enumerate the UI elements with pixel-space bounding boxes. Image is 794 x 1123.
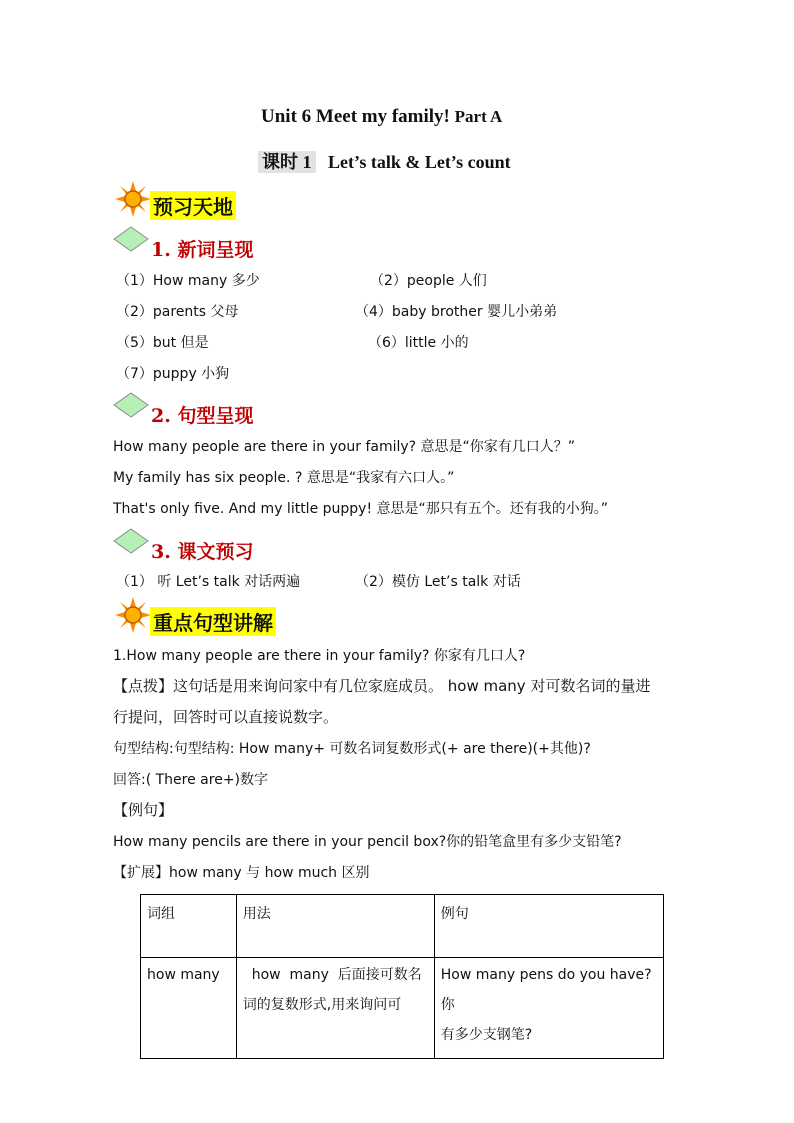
lesson-title: Let’s talk & Let’s count	[328, 152, 511, 172]
table-header-cell: 例句	[434, 895, 663, 958]
table-cell-phrase	[141, 958, 237, 1059]
table-header-cell: 词组	[141, 895, 237, 958]
text-preview-item: （1） 听 Let’s talk 对话两遍	[116, 574, 301, 590]
diamond-icon	[113, 392, 149, 418]
vocab-item: （1）How many 多少	[116, 273, 260, 289]
text-preview-item: （2）模仿 Let’s talk 对话	[355, 574, 521, 590]
table-header-cell: 用法	[236, 895, 434, 958]
vocab-item: （5）but 但是	[116, 335, 209, 351]
diamond-icon	[113, 528, 149, 554]
section-heading-focus: 重点句型讲解	[150, 607, 276, 636]
comparison-table	[140, 894, 664, 1059]
cell-text: 词的复数形式,用来询问可	[242, 997, 402, 1013]
title-main: Unit 6 Meet my family!	[261, 106, 450, 127]
section-heading-preview: 预习天地	[150, 191, 236, 220]
vocab-item: （6）little 小的	[368, 335, 469, 351]
sun-icon	[115, 181, 151, 217]
focus-line: 1.How many people are there in your family? 你家有几口人?	[113, 648, 526, 664]
table-cell-example	[434, 958, 663, 1059]
vocab-item: （7）puppy 小狗	[116, 366, 230, 382]
subheading-text-preview: 3. 课文预习	[151, 541, 254, 563]
subheading-vocab: 1. 新词呈现	[151, 239, 254, 261]
sun-icon	[115, 597, 151, 633]
lesson-label: 课时 1	[258, 151, 316, 173]
sentence-line: My family has six people. ? 意思是“我家有六口人。”	[113, 470, 455, 486]
vocab-item: （4）baby brother 婴儿小弟弟	[355, 304, 558, 320]
cell-text: how many	[147, 967, 220, 983]
cell-text: How many pens do you have? 你	[440, 967, 652, 1013]
sentence-line: How many people are there in your family? 意思是“你家有几口人？”	[113, 439, 576, 455]
diamond-icon	[113, 226, 149, 252]
table-header-row	[141, 895, 664, 958]
cell-text: how many 后面接可数名	[242, 967, 422, 983]
focus-line: 【扩展】how many 与 how much 区别	[113, 865, 370, 881]
focus-line: 行提问，回答时可以直接说数字。	[113, 708, 339, 726]
focus-line: 【例句】	[113, 801, 174, 819]
sentence-line: That's only five. And my little puppy! 意思是“那只有五个。还有我的小狗。”	[113, 501, 609, 517]
table-row	[141, 958, 664, 1059]
table-cell-usage	[236, 958, 434, 1059]
focus-line: How many pencils are there in your pencil box?你的铅笔盒里有多少支铅笔?	[113, 834, 622, 850]
focus-line: 句型结构:句型结构: How many+ 可数名词复数形式(+ are there)(+其他)?	[113, 741, 591, 757]
subheading-sentences: 2. 句型呈现	[151, 405, 254, 427]
focus-line: 【点拨】这句话是用来询问家中有几位家庭成员。 how many 对可数名词的量进	[113, 677, 651, 695]
vocab-item: （2）people 人们	[370, 273, 487, 289]
page-title	[261, 106, 502, 128]
lesson-heading	[258, 148, 511, 174]
vocab-item: （2）parents 父母	[116, 304, 239, 320]
title-part: Part A	[454, 107, 503, 126]
cell-text: 有多少支钢笔?	[440, 1027, 533, 1043]
focus-line: 回答:( There are+)数字	[113, 772, 269, 788]
